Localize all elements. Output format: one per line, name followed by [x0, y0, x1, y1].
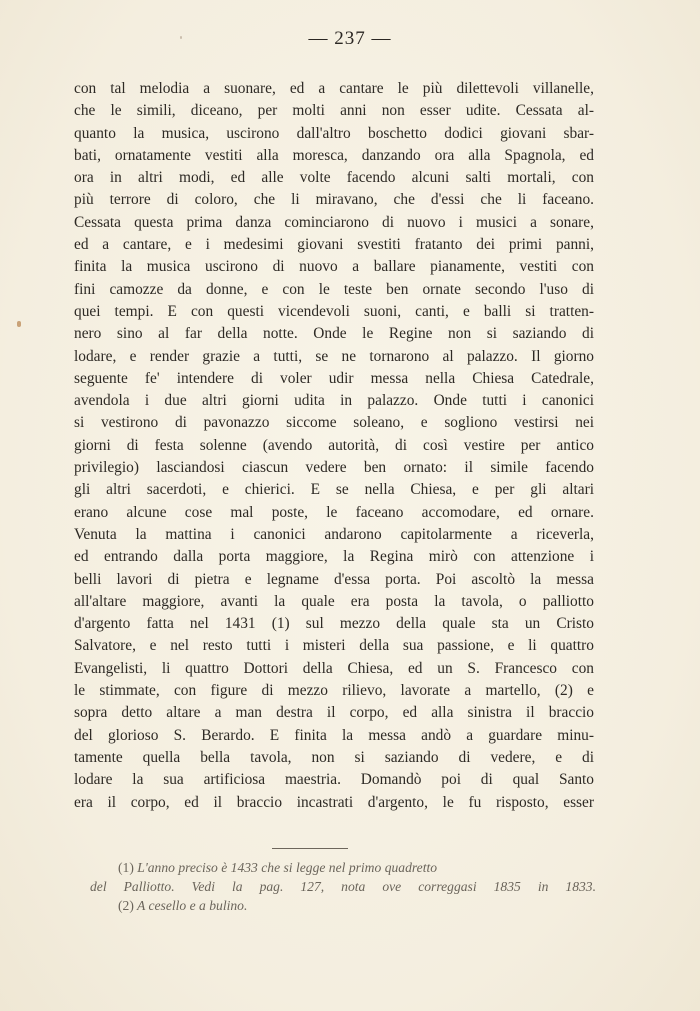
text-line: gli altri sacerdoti, e chierici. E se nella Chiesa, e per gli altari — [74, 481, 594, 499]
text-line: seguente fe' intendere di voler udir messa nella Chiesa Catedrale, — [74, 369, 594, 387]
text-line: sopra detto altare a man destra il corpo, ed alla sinistra il braccio — [74, 704, 594, 722]
body-text — [74, 78, 594, 814]
text-line: finita la musica uscirono di nuovo a ballare pianamente, vestiti con — [74, 258, 594, 276]
text-line: all'altare maggiore, avanti la quale era posta la tavola, o palliotto — [74, 592, 594, 610]
text-line: le stimmate, con figure di mezzo rilievo, lavorate a martello, (2) e — [74, 682, 594, 700]
text-line: lodare, e render grazie a tutti, se ne tornarono al palazzo. Il giorno — [74, 347, 594, 365]
footnote-2-marker: (2) — [118, 898, 134, 913]
text-line: Evangelisti, li quattro Dottori della Chiesa, ed un S. Francesco con — [74, 659, 594, 677]
text-line: quanto la musica, uscirono dall'altro boschetto dodici giovani sbar- — [74, 124, 594, 142]
text-line: con tal melodia a suonare, ed a cantare le più dilettevoli villanelle, — [74, 80, 594, 97]
text-line: avendola i due altri giorni udita in palazzo. Onde tutti i canonici — [74, 392, 594, 410]
page-number: — 237 — — [308, 28, 392, 49]
text-line: ed a cantare, e i medesimi giovani svestiti fratanto dei primi panni, — [74, 236, 594, 254]
text-line: belli lavori di pietra e legname d'essa porta. Poi ascoltò la messa — [74, 570, 594, 588]
text-line: Venuta la mattina i canonici andarono capitolarmente a riceverla, — [74, 525, 594, 543]
text-line: giorni di festa solenne (avendo autorità, di così vestire per antico — [74, 436, 594, 454]
text-line: erano alcune cose mal poste, le faceano accomodare, ed ornare. — [74, 503, 594, 521]
text-line: Cessata questa prima danza cominciarono di nuovo i musici a sonare, — [74, 213, 594, 231]
text-line: era il corpo, ed il braccio incastrati d'argento, le fu risposto, esser — [74, 793, 594, 811]
text-line: si vestirono di pavonazzo siccome soleano, e sogliono vestirsi nei — [74, 414, 594, 432]
footnote-1-text: L'anno preciso è 1433 che si legge nel primo quadretto — [137, 860, 438, 875]
text-line: Salvatore, e nel resto tutti i misteri della sua passione, e li quattro — [74, 637, 594, 655]
text-line: lodare la sua artificiosa maestria. Domandò poi di qual Santo — [74, 771, 594, 789]
paper-stain — [17, 321, 21, 327]
footnote-2-text: A cesello e a bulino. — [137, 898, 248, 913]
text-line: più terrore di coloro, che li miravano, che d'essi che li faceano. — [74, 191, 594, 209]
text-line: d'argento fatta nel 1431 (1) sul mezzo della quale sta un Cristo — [74, 615, 594, 633]
text-line: ora in altri modi, ed alle volte facendo alcuni salti mortali, con — [74, 169, 594, 187]
text-line: del glorioso S. Berardo. E finita la messa andò a guardare minu- — [74, 726, 594, 744]
text-line: fini camozze da donne, e con le teste ben ornate secondo l'uso di — [74, 280, 594, 298]
text-line: tamente quella bella tavola, non si saziando di vedere, e di — [74, 748, 594, 766]
footnote-1 — [90, 858, 596, 877]
text-line: ed entrando dalla porta maggiore, la Regina mirò con attenzione i — [74, 548, 594, 566]
text-line: quei tempi. E con questi vicendevoli suoni, canti, e balli si tratten- — [74, 302, 594, 320]
text-line: che le simili, diceano, per molti anni non esser udite. Cessata al- — [74, 102, 594, 120]
footnote-separator — [272, 848, 348, 849]
footnote-2 — [90, 896, 596, 915]
footnote-1-marker: (1) — [118, 860, 134, 875]
text-line: bati, ornatamente vestiti alla moresca, danzando ora alla Spagnola, ed — [74, 146, 594, 164]
footnote-1-continuation: del Palliotto. Vedi la pag. 127, nota ove correggasi 1835 in 1833. — [90, 879, 596, 894]
footnotes — [90, 858, 596, 915]
text-line: privilegio) lasciandosi ciascun vedere ben ornato: il simile facendo — [74, 459, 594, 477]
text-line: nero sino al far della notte. Onde le Regine non si saziando di — [74, 325, 594, 343]
